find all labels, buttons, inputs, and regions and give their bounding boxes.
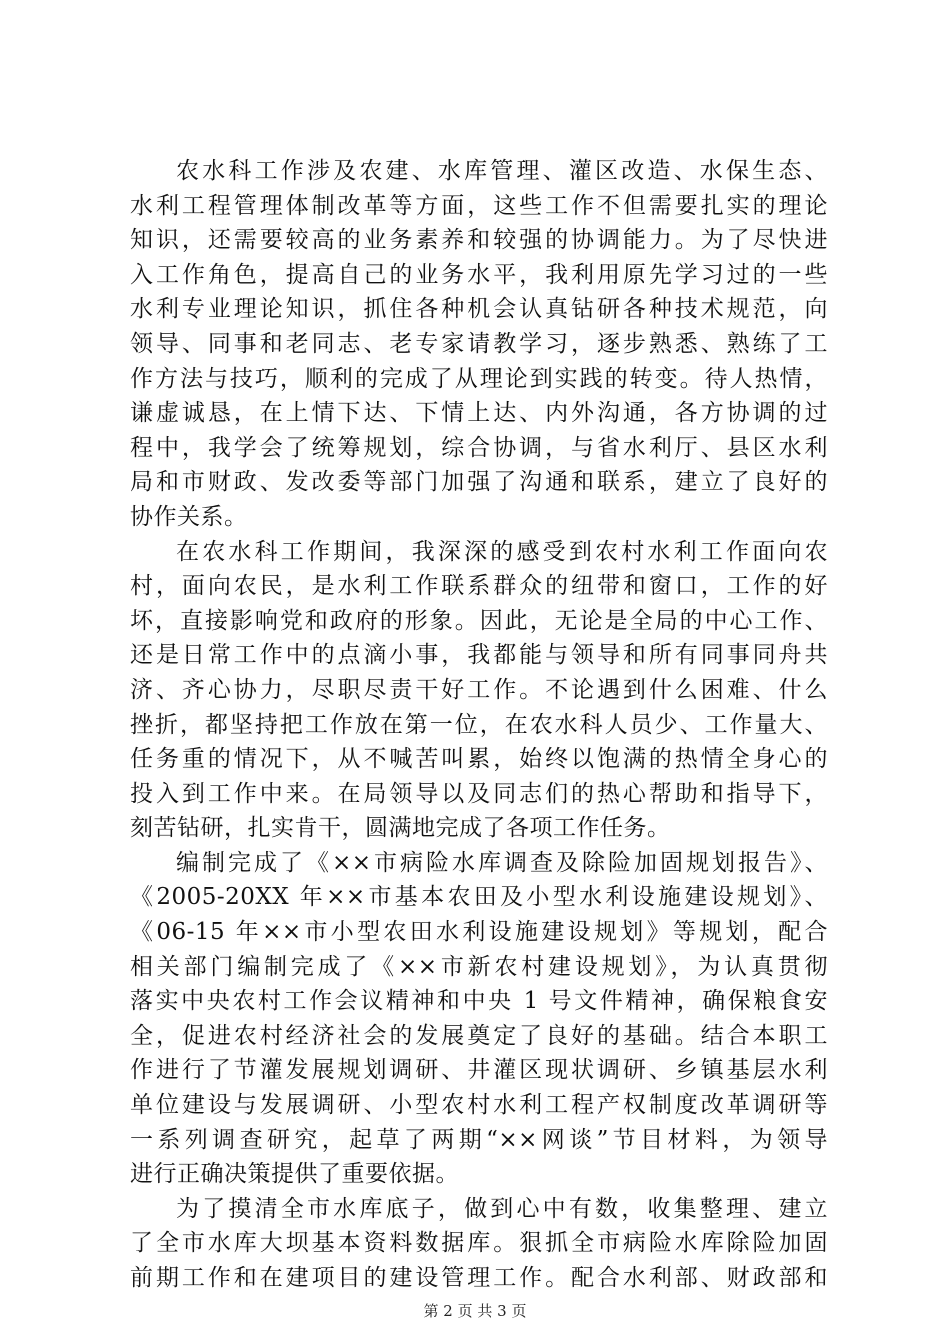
text-line: 水利专业理论知识，抓住各种机会认真钻研各种技术规范，向 [130,296,828,323]
text-line: 入工作角色，提高自己的业务水平，我利用原先学习过的一些 [130,261,828,288]
text-line: 济、齐心协力，尽职尽责干好工作。不论遇到什么困难、什么 [130,676,828,703]
paragraph-2 [130,535,828,846]
text-line: 单位建设与发展调研、小型农村水利工程产权制度改革调研等 [130,1092,828,1119]
text-line: 落实中央农村工作会议精神和中央 1 号文件精神，确保粮食安 [130,988,828,1015]
paragraph-1 [130,154,828,535]
text-line: 全，促进农村经济社会的发展奠定了良好的基础。结合本职工 [130,1022,828,1049]
text-line: 任务重的情况下，从不喊苦叫累，始终以饱满的热情全身心的 [130,746,828,773]
text-line: 谦虚诚恳，在上情下达、下情上达、内外沟通，各方协调的过 [130,400,828,427]
text-line: 协作关系。 [130,503,248,530]
text-line: 刻苦钻研，扎实肯干，圆满地完成了各项工作任务。 [130,815,671,842]
text-line: 水利工程管理体制改革等方面，这些工作不但需要扎实的理论 [130,192,828,219]
text-line: 编制完成了《××市病险水库调查及除险加固规划报告》、 [176,849,828,876]
text-line: 《06-15 年××市小型农田水利设施建设规划》等规划，配合 [130,919,828,946]
paragraph-3 [130,846,828,1192]
text-line: 一系列调查研究，起草了两期“××网谈”节目材料，为领导 [130,1126,828,1153]
text-line: 作方法与技巧，顺利的完成了从理论到实践的转变。待人热情， [130,365,828,392]
text-line: 还是日常工作中的点滴小事，我都能与领导和所有同事同舟共 [130,642,828,669]
text-line: 投入到工作中来。在局领导以及同志们的热心帮助和指导下， [130,780,828,807]
text-line: 《2005-20XX 年××市基本农田及小型水利设施建设规划》、 [130,884,828,911]
text-line: 农水科工作涉及农建、水库管理、灌区改造、水保生态、 [176,158,828,184]
paragraph-4 [130,1192,828,1296]
page-number-footer: 第 2 页 共 3 页 [423,1302,527,1320]
text-line: 相关部门编制完成了《××市新农村建设规划》，为认真贯彻 [130,953,828,980]
text-line: 为了摸清全市水库底子，做到心中有数，收集整理、建立 [176,1195,828,1222]
text-line: 前期工作和在建项目的建设管理工作。配合水利部、财政部和 [130,1265,828,1291]
text-line: 领导、同事和老同志、老专家请教学习，逐步熟悉、熟练了工 [130,330,828,357]
text-line: 挫折，都坚持把工作放在第一位，在农水科人员少、工作量大、 [130,711,828,738]
body-text [130,154,828,1296]
text-line: 坏，直接影响党和政府的形象。因此，无论是全局的中心工作、 [130,607,828,634]
text-line: 村，面向农民，是水利工作联系群众的纽带和窗口，工作的好 [130,573,828,600]
text-line: 程中，我学会了统筹规划，综合协调，与省水利厅、县区水利 [130,434,828,461]
text-line: 知识，还需要较高的业务素养和较强的协调能力。为了尽快进 [130,227,828,254]
text-line: 在农水科工作期间，我深深的感受到农村水利工作面向农 [176,538,828,565]
text-line: 局和市财政、发改委等部门加强了沟通和联系，建立了良好的 [130,469,828,496]
text-line: 作进行了节灌发展规划调研、井灌区现状调研、乡镇基层水利 [130,1057,828,1084]
text-line: 了全市水库大坝基本资料数据库。狠抓全市病险水库除险加固 [130,1230,828,1257]
text-line: 进行正确决策提供了重要依据。 [130,1161,459,1188]
